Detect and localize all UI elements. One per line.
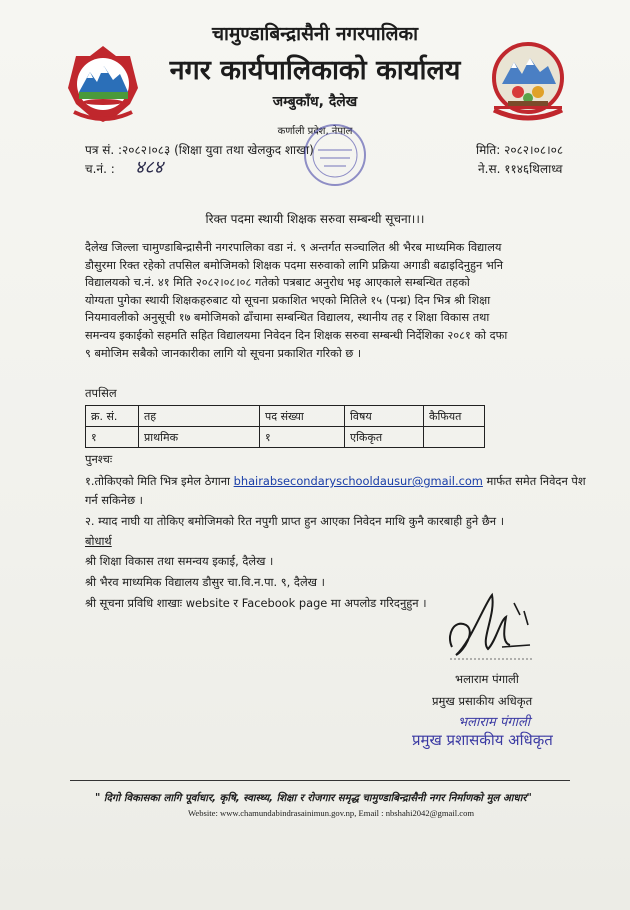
table-cell: १: [86, 427, 139, 448]
footer-slogan: " दिगो विकासका लागि पूर्वाधार, कृषि, स्वास्थ्य, शिक्षा र रोजगार समृद्ध चामुण्डाबिन्द्रासैनी नगर निर्माणको मुल आधार": [95, 793, 532, 804]
signature-icon: [440, 585, 540, 665]
postscript-label: पुनश्चः: [85, 452, 113, 466]
letter-date: मिति: २०८२।०८।०८: [476, 143, 564, 157]
tapsil-label: तपसिल: [85, 386, 117, 400]
dispatch-label: च.नं. :: [85, 162, 115, 176]
office-location: जम्बुकाँध, दैलेख: [272, 94, 358, 110]
email-link[interactable]: bhairabsecondaryschooldausur@gmail.com: [233, 474, 483, 488]
cc-item: श्री शिक्षा विकास तथा समन्वय इकाई, दैलेख ।: [85, 554, 274, 568]
table-cell: एकिकृत: [345, 427, 424, 448]
municipality-name: चामुण्डाबिन्द्रासैनी नगरपालिका: [211, 23, 419, 45]
footer-rule: [70, 780, 570, 781]
signatory-name: भलाराम पंगाली: [455, 672, 519, 686]
stamp-signatory-title: प्रमुख प्रशासकीय अधिकृत: [412, 731, 553, 749]
cc-label: बोधार्थ: [85, 534, 112, 548]
table-cell: प्राथमिक: [139, 427, 260, 448]
table-header-cell: क्र. सं.: [86, 406, 139, 427]
postscript-note-1: [85, 474, 586, 489]
table-header-cell: विषय: [345, 406, 424, 427]
letter-number: पत्र सं. :२०८२।०८३ (शिक्षा युवा तथा खेलकुद शाखा): [85, 143, 314, 157]
notice-body: [85, 239, 595, 362]
table-header-row: [86, 406, 485, 427]
body-line: डौसुरमा रिक्त रहेको तपसिल बमोजिमको शिक्षक पदमा सरुवाको लागि प्रक्रिया अगाडी बढाइदिनुहुन भनि: [85, 258, 503, 272]
cc-item: श्री सूचना प्रविधि शाखाः website र Facebook page मा अपलोड गरिदनुहुन ।: [85, 596, 427, 610]
body-line: ९ बमोजिम सबैको जानकारीका लागि यो सूचना प्रकाशित गरिको छ ।: [85, 346, 362, 360]
signatory-title: प्रमुख प्रसाकीय अधिकृत: [432, 694, 533, 708]
table-cell: [424, 427, 485, 448]
office-title: नगर कार्यपालिकाको कार्यालय: [169, 55, 461, 86]
footer-contact: Website: www.chamundabindrasainimun.gov.np, Email : nbshahi2042@gmail.com: [188, 808, 475, 818]
table-header-cell: तह: [139, 406, 260, 427]
table-row: [86, 427, 485, 448]
dispatch-number: ४८४: [135, 157, 164, 178]
body-line: योग्यता पुगेका स्थायी शिक्षकहरुबाट यो सूचना प्रकाशित भएको मितिले १५ (पन्ध्र) दिन भित्र श्री शिक्षा: [85, 293, 491, 307]
body-line: विद्यालयको च.नं. ४१ मिति २०८२।०८।०८ गतेको पत्रबाट अनुरोध भइ आएकाले सम्बन्धित तहको: [85, 276, 470, 290]
office-stamp-icon: [290, 120, 380, 190]
table-cell: १: [260, 427, 345, 448]
notice-subject: रिक्त पदमा स्थायी शिक्षक सरुवा सम्बन्धी सूचना।।।: [205, 212, 425, 226]
postscript-note-1-line2: गर्न सकिनेछ ।: [85, 493, 143, 507]
table-header-cell: कैफियत: [424, 406, 485, 427]
body-line: समन्वय इकाईको सहमति सहित विद्यालयमा निवेदन दिन शिक्षक सरुवा सम्बन्धी निर्देशिका २०८१ को दफा: [85, 328, 508, 342]
vacancy-table: [85, 405, 485, 448]
note-1-suffix: मार्फत समेत निवेदन पेश: [486, 474, 586, 488]
body-line: नियमावलीको अनुसूची १७ बमोजिमको ढाँचामा सम्बन्धित विद्यालय, स्थानीय तह र शिक्षा विकास तथा: [85, 311, 490, 325]
stamp-signatory-name: भलाराम पंगाली: [458, 715, 531, 730]
table-header-cell: पद संख्या: [260, 406, 345, 427]
cc-item: श्री भैरव माध्यमिक विद्यालय डौसुर चा.वि.न.पा. ९, दैलेख ।: [85, 575, 325, 589]
postscript-note-2: २. म्याद नाघी या तोकिए बमोजिमको रित नपुगी प्राप्त हुन आएका निवेदन माथि कुनै कारबाही हुने छैन ।: [85, 514, 505, 528]
province-line: कर्णाली प्रदेश, नेपाल: [277, 126, 353, 137]
nepal-era-date: ने.स. ११४६थिलाध्व: [478, 162, 563, 176]
note-1-prefix: १.तोकिएको मिति भित्र इमेल ठेगाना: [85, 474, 230, 488]
body-line: दैलेख जिल्ला चामुण्डाबिन्द्रासैनी नगरपालिका वडा नं. ९ अन्तर्गत सञ्चालित श्री भैरब माध्यमिक विद्यालय: [85, 241, 502, 254]
